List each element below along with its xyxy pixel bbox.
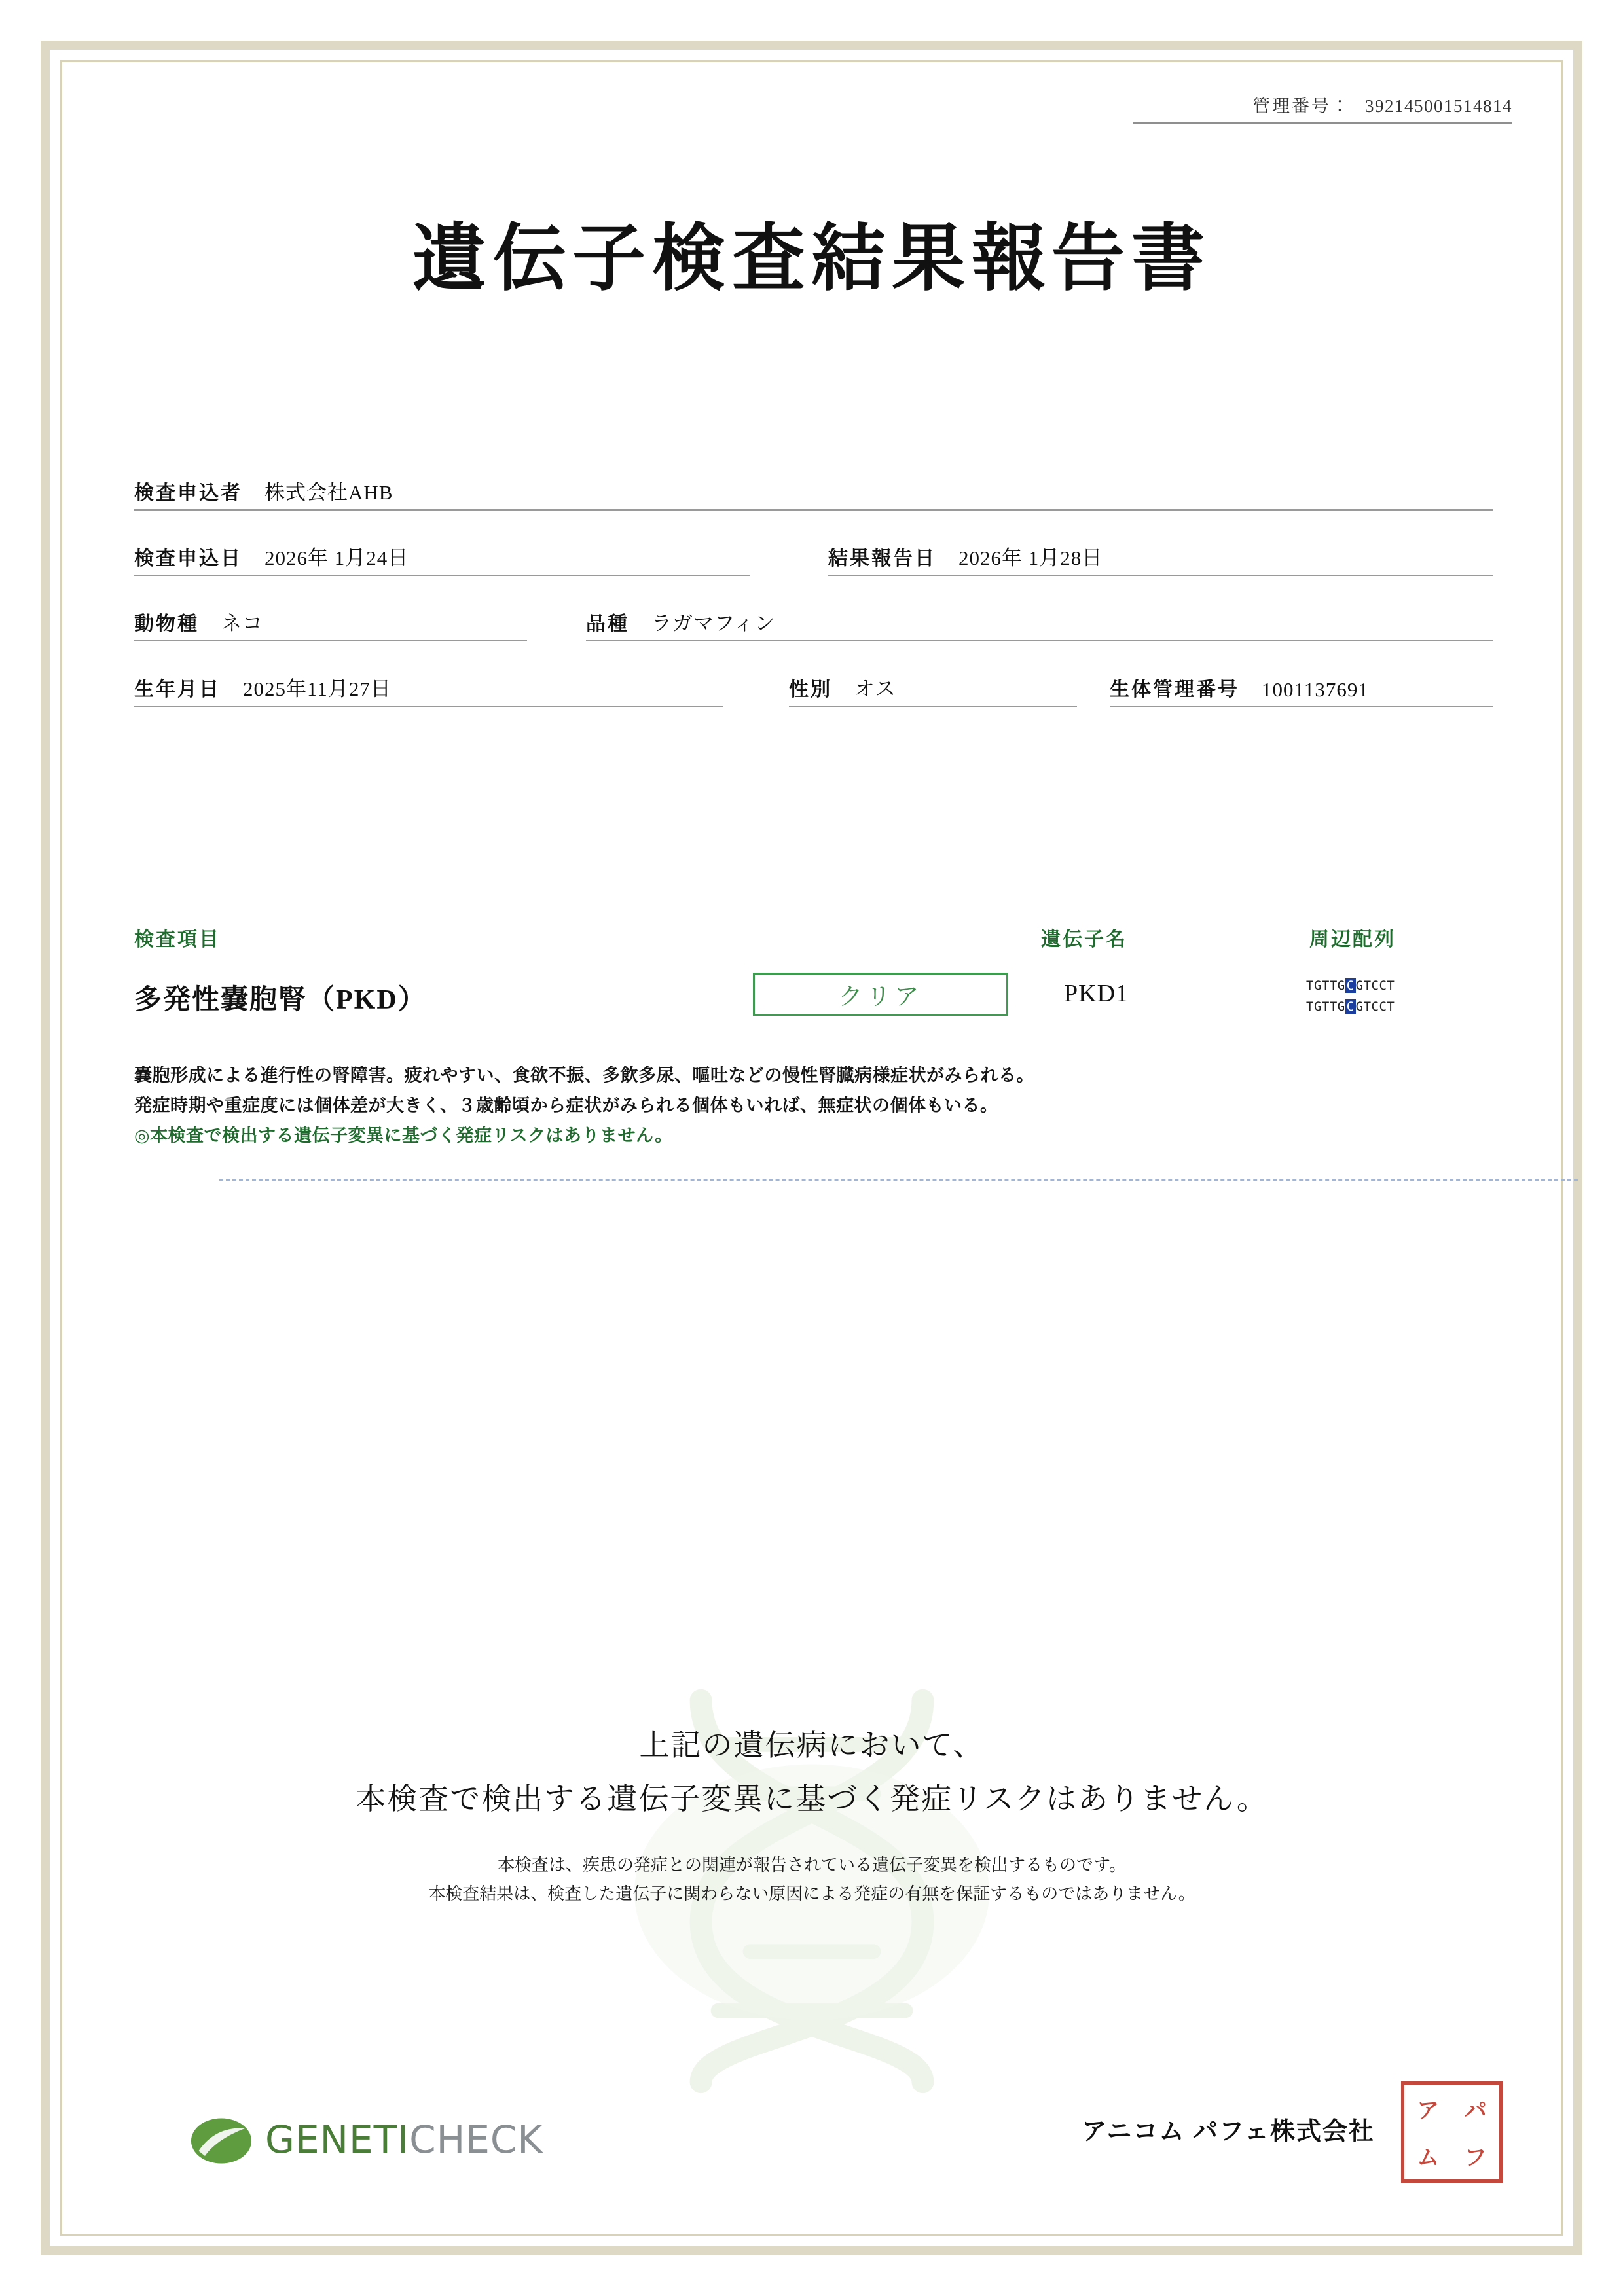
company-seal <box>1401 2081 1503 2183</box>
description-line-1: 嚢胞形成による進行性の腎障害。疲れやすい、食欲不振、多飲多尿、嘔吐などの慢性腎臓病様症状がみられる。 <box>134 1066 1034 1085</box>
report-date-value: 2026年 1月28日 <box>958 547 1103 569</box>
field-birthdate <box>134 669 723 707</box>
sequence-block <box>1306 975 1470 1017</box>
result-table-header <box>98 923 1525 953</box>
birthdate-label: 生年月日 <box>134 679 221 700</box>
field-animal-id <box>1110 669 1493 707</box>
animal-id-value: 1001137691 <box>1262 678 1369 701</box>
field-species <box>134 603 527 641</box>
status-badge-label: クリア <box>838 984 923 1011</box>
breed-label: 品種 <box>586 613 629 635</box>
sequence-2-prefix: TGTTG <box>1306 999 1345 1014</box>
description-line-2: 発症時期や重症度には個体差が大きく、３歳齢頃から症状がみられる個体もいれば、無症状の個体もいる。 <box>134 1096 998 1115</box>
seal-char-2: パ <box>1464 2097 1487 2124</box>
seal-char-1: ア <box>1417 2097 1440 2124</box>
page-title: 遺伝子検査結果報告書 <box>412 215 1211 301</box>
result-row <box>98 969 1525 1041</box>
info-row-identity <box>134 641 1493 707</box>
sex-label: 性別 <box>789 679 832 700</box>
sequence-line-2 <box>1306 996 1470 1017</box>
status-badge <box>753 973 1008 1016</box>
logo-text-primary: GENETI <box>265 2117 410 2162</box>
info-row-dates <box>134 511 1493 576</box>
disease-name: 多発性嚢胞腎（PKD） <box>134 985 427 1015</box>
species-value: ネコ <box>221 612 263 635</box>
summary-note-line-2: 本検査結果は、検査した遺伝子に関わらない原因による発症の有無を保証するものではありません。 <box>428 1884 1195 1904</box>
field-breed <box>586 603 1493 641</box>
info-row-animal <box>134 576 1493 641</box>
animal-id-label: 生体管理番号 <box>1110 679 1239 700</box>
company-name: アニコム パフェ株式会社 <box>1082 2118 1375 2145</box>
section-divider <box>219 1179 1578 1181</box>
summary-note <box>98 1851 1525 1909</box>
header-sequence: 周辺配列 <box>1309 929 1396 950</box>
seal-char-4: フ <box>1464 2145 1487 2172</box>
logo-text-secondary: CHECK <box>409 2117 543 2162</box>
seal-char-3: ム <box>1417 2145 1440 2172</box>
report-date-label: 結果報告日 <box>828 548 936 569</box>
header-gene-name: 遺伝子名 <box>1041 929 1127 950</box>
summary-block <box>98 1721 1525 1909</box>
applicant-value: 株式会社AHB <box>264 481 393 504</box>
sex-value: オス <box>854 677 896 700</box>
geneticheck-logo <box>118 2098 576 2183</box>
info-row-applicant <box>134 445 1493 511</box>
summary-line-1: 上記の遺伝病において、 <box>639 1727 985 1763</box>
sequence-1-prefix: TGTTG <box>1306 978 1345 993</box>
disease-description <box>134 1060 1444 1151</box>
description-line-3: ◎本検査で検出する遺伝子変異に基づく発症リスクはありません。 <box>134 1126 673 1145</box>
leaf-icon <box>190 2109 253 2172</box>
apply-date-label: 検査申込日 <box>134 548 242 569</box>
field-apply-date <box>134 538 750 576</box>
sequence-2-highlight: C <box>1346 999 1355 1014</box>
birthdate-value: 2025年11月27日 <box>243 677 392 700</box>
control-number-label: 管理番号： <box>1252 96 1351 116</box>
field-applicant <box>134 473 1493 511</box>
summary-note-line-1: 本検査は、疾患の発症との関連が報告されている遺伝子変異を検出するものです。 <box>498 1856 1126 1875</box>
gene-name: PKD1 <box>1064 980 1129 1007</box>
breed-value: ラガマフィン <box>651 612 776 635</box>
field-sex <box>789 669 1077 707</box>
sequence-1-highlight: C <box>1346 978 1355 993</box>
sequence-2-suffix: GTCCT <box>1355 999 1395 1014</box>
sequence-1-suffix: GTCCT <box>1355 978 1395 993</box>
info-block <box>134 445 1493 707</box>
applicant-label: 検査申込者 <box>134 482 242 504</box>
species-label: 動物種 <box>134 613 199 635</box>
sequence-line-1 <box>1306 975 1470 996</box>
control-number <box>1133 92 1512 124</box>
field-report-date <box>828 538 1493 576</box>
logo-wordmark <box>265 2117 543 2162</box>
control-number-value: 392145001514814 <box>1365 96 1512 116</box>
summary-line-2: 本検査で検出する遺伝子変異に基づく発症リスクはありません。 <box>356 1781 1268 1816</box>
document-content <box>98 79 1525 2219</box>
apply-date-value: 2026年 1月24日 <box>264 547 409 569</box>
header-test-item: 検査項目 <box>134 929 221 950</box>
